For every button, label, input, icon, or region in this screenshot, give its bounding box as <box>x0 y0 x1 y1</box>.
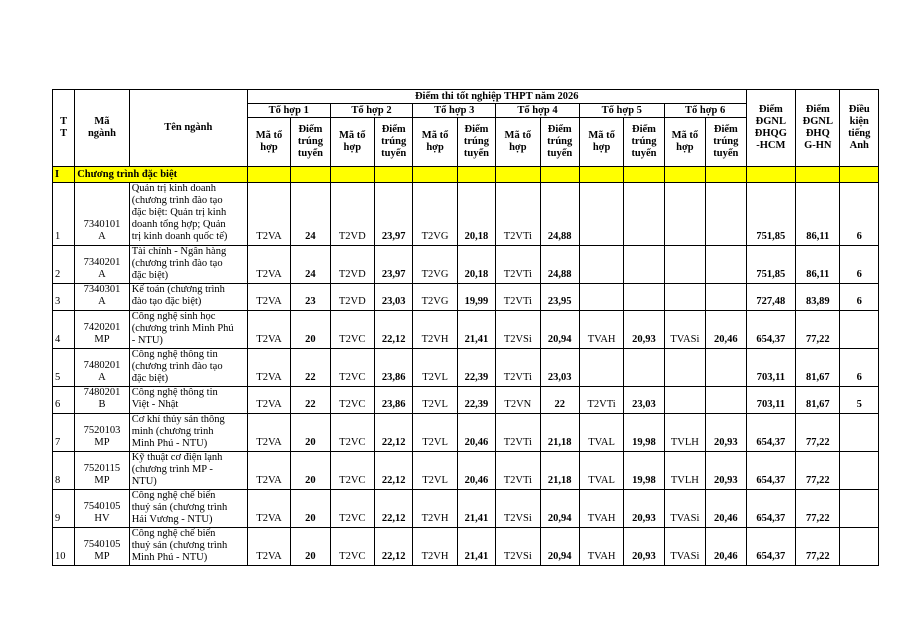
header-diem-trung-tuyen: Điểm trúng tuyển <box>540 118 579 167</box>
combo-score <box>624 183 664 246</box>
header-ma-to-hop: Mã tổ hợp <box>247 118 290 167</box>
header-ma-to-hop: Mã tổ hợp <box>579 118 623 167</box>
dgnl-hn-score: 86,11 <box>796 183 840 246</box>
dgnl-hn-score: 81,67 <box>796 349 840 387</box>
combo-score: 23,97 <box>375 183 413 246</box>
dgnl-hn-score: 77,22 <box>796 528 840 566</box>
row-number: 10 <box>53 528 75 566</box>
row-number: 8 <box>53 452 75 490</box>
major-name: Công nghệ sinh học (chương trình Minh Phú - NTU) <box>129 311 247 349</box>
table-row <box>53 246 879 284</box>
major-code: 7520103 MP <box>75 414 130 452</box>
header-ma-to-hop: Mã tổ hợp <box>496 118 540 167</box>
combo-score: 24 <box>291 183 330 246</box>
combo-score: 20,46 <box>457 452 495 490</box>
combo-code: T2VL <box>413 349 457 387</box>
major-code: 7540105 MP <box>75 528 130 566</box>
admission-scores-table <box>52 89 879 566</box>
major-code: 7480201 B <box>75 387 130 414</box>
combo-score: 21,41 <box>457 528 495 566</box>
dgnl-hcm-score: 751,85 <box>746 183 795 246</box>
combo-code <box>579 183 623 246</box>
major-code: 7420201 MP <box>75 311 130 349</box>
combo-score: 20,18 <box>457 246 495 284</box>
combo-code: T2VC <box>330 414 374 452</box>
table-row <box>53 183 879 246</box>
combo-code: T2VC <box>330 528 374 566</box>
major-code: 7340101 A <box>75 183 130 246</box>
combo-code: T2VTi <box>496 414 540 452</box>
combo-code <box>664 387 705 414</box>
combo-score: 19,98 <box>624 452 664 490</box>
header-diem-trung-tuyen: Điểm trúng tuyển <box>375 118 413 167</box>
row-number: 6 <box>53 387 75 414</box>
section-row <box>53 167 879 183</box>
combo-code: T2VA <box>247 349 290 387</box>
combo-score: 22 <box>291 387 330 414</box>
major-code: 7340201 A <box>75 246 130 284</box>
combo-score: 20,93 <box>624 490 664 528</box>
dgnl-hcm-score: 654,37 <box>746 414 795 452</box>
section-title: Chương trình đặc biệt <box>75 167 248 183</box>
combo-code: T2VTi <box>496 246 540 284</box>
major-name: Tài chính - Ngân hàng (chương trình đào tạo đặc biệt) <box>129 246 247 284</box>
combo-code: T2VC <box>330 349 374 387</box>
major-code: 7520115 MP <box>75 452 130 490</box>
combo-code <box>664 349 705 387</box>
row-number: 9 <box>53 490 75 528</box>
combo-code: T2VA <box>247 414 290 452</box>
combo-score: 20,94 <box>540 490 579 528</box>
combo-code <box>664 284 705 311</box>
combo-score <box>706 284 747 311</box>
combo-code: T2VD <box>330 183 374 246</box>
header-combo-3: Tổ hợp 3 <box>413 104 496 118</box>
combo-score <box>706 183 747 246</box>
header-dieu-kien: Điều kiện tiếng Anh <box>840 90 879 167</box>
combo-score <box>624 349 664 387</box>
english-requirement: 6 <box>840 246 879 284</box>
combo-score: 20,94 <box>540 528 579 566</box>
header-diem-trung-tuyen: Điểm trúng tuyển <box>457 118 495 167</box>
combo-score: 23,03 <box>624 387 664 414</box>
table-row <box>53 349 879 387</box>
english-requirement <box>840 311 879 349</box>
combo-score: 20,46 <box>706 490 747 528</box>
combo-score: 20 <box>291 528 330 566</box>
header-diem-trung-tuyen: Điểm trúng tuyển <box>706 118 747 167</box>
combo-score: 23 <box>291 284 330 311</box>
major-name: Quản trị kinh doanh (chương trình đào tạo đặc biệt: Quản trị kinh doanh tổng hợp; Quản trị kinh doanh quốc tế) <box>129 183 247 246</box>
combo-code: TVLH <box>664 452 705 490</box>
dgnl-hcm-score: 703,11 <box>746 349 795 387</box>
combo-code: T2VC <box>330 452 374 490</box>
combo-code: T2VA <box>247 490 290 528</box>
english-requirement <box>840 528 879 566</box>
header-ma-nganh: Mã ngành <box>75 90 130 167</box>
dgnl-hcm-score: 703,11 <box>746 387 795 414</box>
combo-code: T2VA <box>247 246 290 284</box>
combo-code: TVAH <box>579 528 623 566</box>
combo-score: 20,93 <box>624 311 664 349</box>
row-number: 3 <box>53 284 75 311</box>
combo-score: 22,12 <box>375 311 413 349</box>
combo-score: 20 <box>291 490 330 528</box>
dgnl-hcm-score: 751,85 <box>746 246 795 284</box>
combo-code: T2VTi <box>496 183 540 246</box>
combo-score: 23,86 <box>375 349 413 387</box>
english-requirement: 6 <box>840 349 879 387</box>
table-row <box>53 452 879 490</box>
combo-score: 22,12 <box>375 490 413 528</box>
combo-score: 23,95 <box>540 284 579 311</box>
combo-score: 23,97 <box>375 246 413 284</box>
combo-code: T2VH <box>413 311 457 349</box>
combo-score: 22,12 <box>375 452 413 490</box>
combo-code: T2VG <box>413 284 457 311</box>
header-ma-to-hop: Mã tổ hợp <box>413 118 457 167</box>
combo-score: 22,39 <box>457 349 495 387</box>
combo-score: 21,18 <box>540 452 579 490</box>
combo-code: TVAL <box>579 414 623 452</box>
header-diem-trung-tuyen: Điểm trúng tuyển <box>291 118 330 167</box>
row-number: 5 <box>53 349 75 387</box>
combo-code: TVASi <box>664 528 705 566</box>
combo-score <box>706 246 747 284</box>
dgnl-hn-score: 77,22 <box>796 452 840 490</box>
combo-score: 20 <box>291 414 330 452</box>
combo-code <box>579 349 623 387</box>
combo-score: 21,41 <box>457 311 495 349</box>
combo-score: 20,94 <box>540 311 579 349</box>
row-number: 1 <box>53 183 75 246</box>
combo-code: T2VH <box>413 490 457 528</box>
combo-score: 22 <box>540 387 579 414</box>
combo-code: T2VA <box>247 528 290 566</box>
dgnl-hn-score: 77,22 <box>796 490 840 528</box>
major-name: Kế toán (chương trình đào tạo đặc biệt) <box>129 284 247 311</box>
dgnl-hn-score: 77,22 <box>796 414 840 452</box>
dgnl-hn-score: 77,22 <box>796 311 840 349</box>
combo-score: 20,18 <box>457 183 495 246</box>
dgnl-hcm-score: 654,37 <box>746 311 795 349</box>
combo-score: 22,12 <box>375 414 413 452</box>
combo-score: 24,88 <box>540 246 579 284</box>
header-ma-to-hop: Mã tổ hợp <box>330 118 374 167</box>
row-number: 7 <box>53 414 75 452</box>
combo-code: T2VTi <box>496 284 540 311</box>
combo-score <box>706 387 747 414</box>
major-code: 7340301 A <box>75 284 130 311</box>
combo-score: 19,99 <box>457 284 495 311</box>
row-number: 2 <box>53 246 75 284</box>
major-name: Công nghệ thông tin Việt - Nhật <box>129 387 247 414</box>
combo-score: 22 <box>291 349 330 387</box>
combo-code: T2VSi <box>496 311 540 349</box>
combo-code: T2VA <box>247 452 290 490</box>
english-requirement: 6 <box>840 284 879 311</box>
english-requirement <box>840 414 879 452</box>
major-name: Công nghệ chế biến thuỷ sản (chương trình Hải Vương - NTU) <box>129 490 247 528</box>
dgnl-hcm-score: 654,37 <box>746 528 795 566</box>
major-code: 7480201 A <box>75 349 130 387</box>
combo-code: T2VSi <box>496 528 540 566</box>
major-name: Công nghệ chế biến thuỷ sản (chương trình Minh Phú - NTU) <box>129 528 247 566</box>
combo-score: 24,88 <box>540 183 579 246</box>
combo-code: T2VTi <box>579 387 623 414</box>
combo-score: 19,98 <box>624 414 664 452</box>
table-row <box>53 284 879 311</box>
header-ten-nganh: Tên ngành <box>129 90 247 167</box>
combo-code: T2VA <box>247 284 290 311</box>
header-combo-4: Tổ hợp 4 <box>496 104 580 118</box>
table-row <box>53 490 879 528</box>
row-number: 4 <box>53 311 75 349</box>
combo-code: T2VA <box>247 311 290 349</box>
combo-score: 20,46 <box>706 311 747 349</box>
header-combo-1: Tổ hợp 1 <box>247 104 330 118</box>
combo-code: T2VTi <box>496 452 540 490</box>
header-diem-trung-tuyen: Điểm trúng tuyển <box>624 118 664 167</box>
combo-code <box>664 246 705 284</box>
combo-score <box>624 246 664 284</box>
header-ma-to-hop: Mã tổ hợp <box>664 118 705 167</box>
combo-code: TVASi <box>664 490 705 528</box>
combo-code: T2VC <box>330 490 374 528</box>
english-requirement <box>840 452 879 490</box>
combo-code: T2VA <box>247 387 290 414</box>
combo-code <box>579 284 623 311</box>
combo-score: 23,03 <box>375 284 413 311</box>
combo-score: 20,46 <box>706 528 747 566</box>
combo-code: T2VH <box>413 528 457 566</box>
header-tt: T T <box>53 90 75 167</box>
combo-score: 23,03 <box>540 349 579 387</box>
major-name: Kỹ thuật cơ điện lạnh (chương trình MP - NTU) <box>129 452 247 490</box>
english-requirement: 6 <box>840 183 879 246</box>
dgnl-hcm-score: 727,48 <box>746 284 795 311</box>
combo-code: T2VN <box>496 387 540 414</box>
combo-score: 20 <box>291 311 330 349</box>
combo-score: 22,39 <box>457 387 495 414</box>
english-requirement: 5 <box>840 387 879 414</box>
combo-score: 21,18 <box>540 414 579 452</box>
combo-score: 20,93 <box>706 452 747 490</box>
header-dgnl-hcm: Điểm ĐGNL ĐHQG -HCM <box>746 90 795 167</box>
combo-code: T2VL <box>413 387 457 414</box>
table-row <box>53 311 879 349</box>
header-combo-5: Tổ hợp 5 <box>579 104 664 118</box>
dgnl-hn-score: 81,67 <box>796 387 840 414</box>
combo-code: TVAL <box>579 452 623 490</box>
combo-score: 23,86 <box>375 387 413 414</box>
combo-score: 20,93 <box>624 528 664 566</box>
combo-score: 20,93 <box>706 414 747 452</box>
combo-code: T2VSi <box>496 490 540 528</box>
combo-score: 21,41 <box>457 490 495 528</box>
combo-code: T2VG <box>413 246 457 284</box>
header-exam-title: Điểm thi tốt nghiệp THPT năm 2026 <box>247 90 746 104</box>
table-row <box>53 414 879 452</box>
combo-code <box>579 246 623 284</box>
combo-code: T2VC <box>330 311 374 349</box>
combo-code: TVAH <box>579 311 623 349</box>
combo-code: TVAH <box>579 490 623 528</box>
combo-score: 22,12 <box>375 528 413 566</box>
major-code: 7540105 HV <box>75 490 130 528</box>
major-name: Công nghệ thông tin (chương trình đào tạo đặc biệt) <box>129 349 247 387</box>
table-row <box>53 528 879 566</box>
header-combo-2: Tổ hợp 2 <box>330 104 413 118</box>
combo-code: T2VTi <box>496 349 540 387</box>
combo-score: 20 <box>291 452 330 490</box>
combo-code: T2VA <box>247 183 290 246</box>
header-dgnl-hn: Điểm ĐGNL ĐHQ G-HN <box>796 90 840 167</box>
combo-score <box>624 284 664 311</box>
combo-code: T2VD <box>330 246 374 284</box>
combo-score <box>706 349 747 387</box>
combo-code <box>664 183 705 246</box>
table-row <box>53 387 879 414</box>
combo-score: 20,46 <box>457 414 495 452</box>
section-number: I <box>53 167 75 183</box>
combo-code: T2VL <box>413 452 457 490</box>
combo-code: T2VD <box>330 284 374 311</box>
english-requirement <box>840 490 879 528</box>
combo-score: 24 <box>291 246 330 284</box>
dgnl-hn-score: 86,11 <box>796 246 840 284</box>
combo-code: T2VC <box>330 387 374 414</box>
combo-code: TVLH <box>664 414 705 452</box>
dgnl-hcm-score: 654,37 <box>746 490 795 528</box>
header-combo-6: Tổ hợp 6 <box>664 104 746 118</box>
major-name: Cơ khí thủy sản thông minh (chương trình Minh Phú - NTU) <box>129 414 247 452</box>
combo-code: T2VG <box>413 183 457 246</box>
combo-code: T2VL <box>413 414 457 452</box>
dgnl-hn-score: 83,89 <box>796 284 840 311</box>
dgnl-hcm-score: 654,37 <box>746 452 795 490</box>
combo-code: TVASi <box>664 311 705 349</box>
